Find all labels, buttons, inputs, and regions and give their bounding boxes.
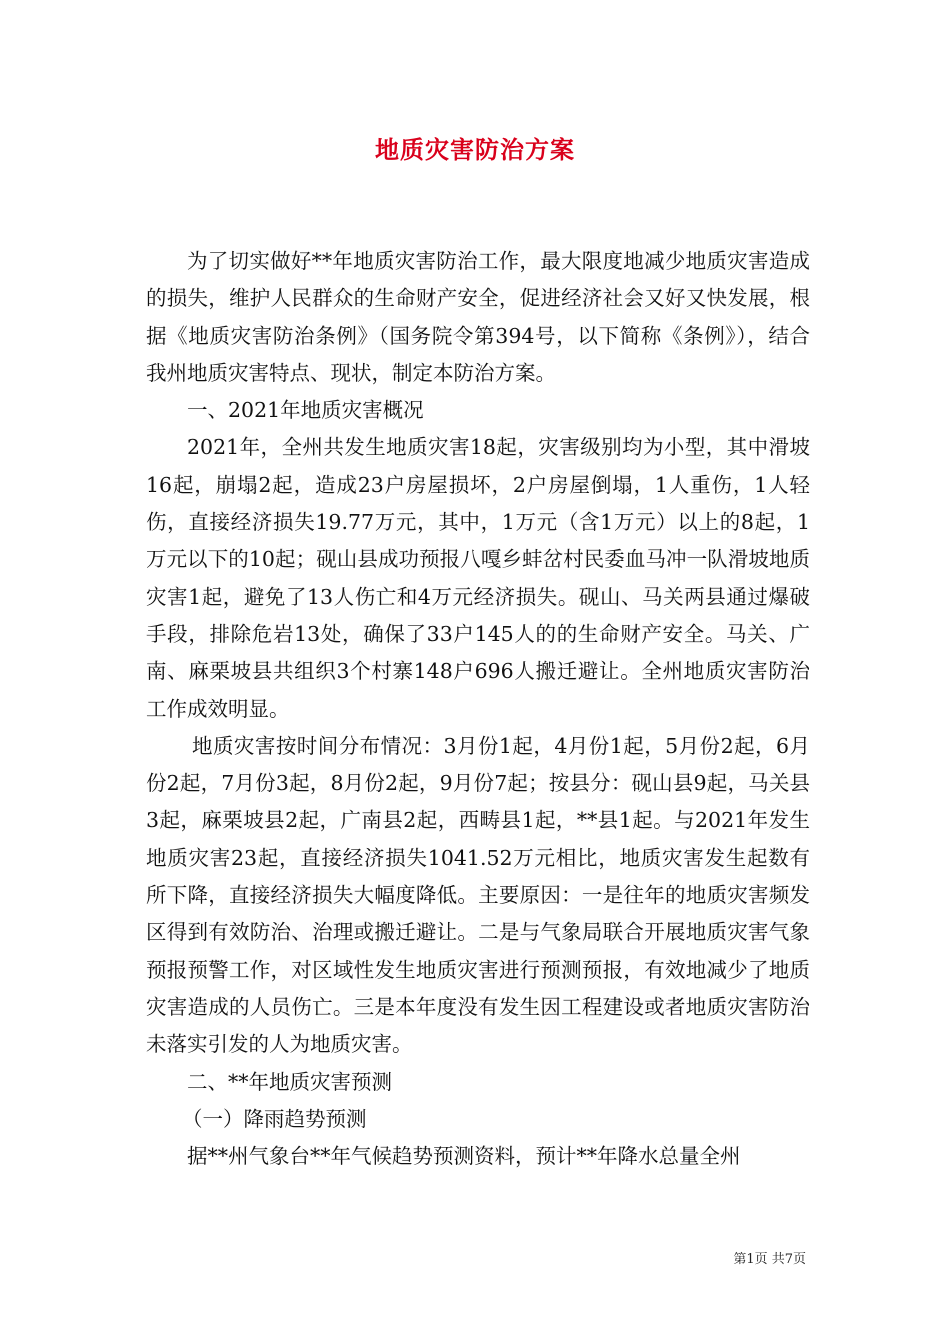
page-number: 第1页 共7页 xyxy=(733,1252,806,1267)
overview-paragraph: 2021年，全州共发生地质灾害18起，灾害级别均为小型，其中滑坡16起，崩塌2起，造成23户房屋损坏，2户房屋倒塌，1人重伤，1人轻伤，直接经济损失19.77万元，其中，1万元（含1万元）以上的8起，1万元以下的10起；砚山县成功预报八嘎乡蚌岔村民委血马冲一队滑坡地质灾害1起，避免了13人伤亡和4万元经济损失。砚山、马关两县通过爆破手段，排除危岩13处，确保了33户145人的的生命财产安全。马关、广南、麻栗坡县共组织3个村寨148户696人搬迁避让。全州地质灾害防治工作成效明显。 xyxy=(146,435,810,721)
subsection-heading-1: （一）降雨趋势预测 xyxy=(182,1106,367,1131)
document-title: 地质灾害防治方案 xyxy=(375,135,575,164)
rainfall-paragraph: 据**州气象台**年气候趋势预测资料，预计**年降水总量全州 xyxy=(187,1144,741,1169)
section-heading-2: 二、**年地质灾害预测 xyxy=(187,1069,392,1094)
intro-paragraph: 为了切实做好**年地质灾害防治工作，最大限度地减少地质灾害造成的损失，维护人民群众的生命财产安全，促进经济社会又好又快发展，根据《地质灾害防治条例》（国务院令第394号，以下简称《条例》），结合我州地质灾害特点、现状，制定本防治方案。 xyxy=(146,249,810,385)
document-body xyxy=(146,243,810,1175)
section-heading-1: 一、2021年地质灾害概况 xyxy=(187,398,424,423)
distribution-paragraph: 地质灾害按时间分布情况：3月份1起，4月份1起，5月份2起，6月份2起，7月份3起，8月份2起，9月份7起；按县分：砚山县9起，马关县3起，麻栗坡县2起，广南县2起，西畴县1起，**县1起。与2021年发生地质灾害23起，直接经济损失1041.52万元相比，地质灾害发生起数有所下降，直接经济损失大幅度降低。主要原因：一是往年的地质灾害频发区得到有效防治、治理或搬迁避让。二是与气象局联合开展地质灾害气象预报预警工作，对区域性发生地质灾害进行预测预报，有效地减少了地质灾害造成的人员伤亡。三是本年度没有发生因工程建设或者地质灾害防治未落实引发的人为地质灾害。 xyxy=(146,733,810,1057)
